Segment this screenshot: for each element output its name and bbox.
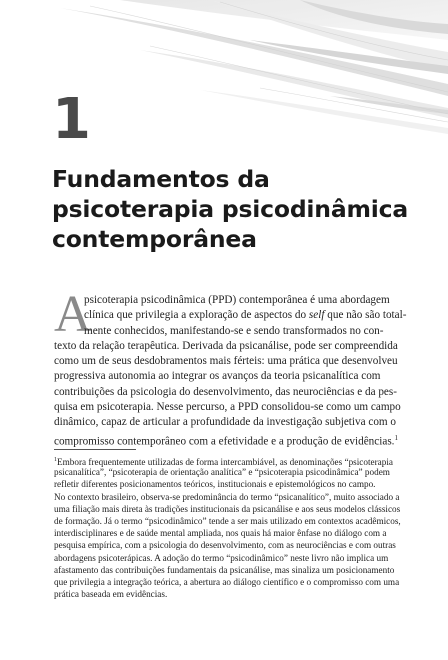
body-line: contribuições da psicologia do desenvolvimento, das neurociências e da pes- — [54, 385, 397, 398]
footnote-line: refletir diferentes posicionamentos teóricos, institucionais e epistemológicos no campo. — [54, 479, 376, 490]
footnote-divider — [54, 449, 136, 450]
italic-term: self — [308, 309, 325, 322]
chapter-title-line: Fundamentos da — [52, 165, 270, 193]
footnote — [54, 454, 401, 600]
footnote-marker: 1 — [54, 457, 57, 463]
body-line: mente conhecidos, manifestando-se e sendo transformados no con- — [84, 324, 384, 337]
chapter-title — [52, 164, 409, 254]
body-line: compromisso contemporâneo com a efetividade e a produção de evidências. — [54, 435, 395, 448]
footnote-line: prática baseada em evidências. — [54, 589, 168, 600]
footnote-line: que privilegia a integração teórica, a abertura ao diálogo científico e o compromisso com uma — [54, 576, 400, 587]
chapter-title-line: contemporânea — [52, 225, 257, 253]
chapter-number: 1 — [52, 87, 91, 152]
footnote-text: Embora frequentemente utilizadas de forma intercambiável, as denominações “psicoterapia — [57, 457, 393, 468]
footnote-line: pesquisa empírica, com a psicologia do desenvolvimento, com as neurociências e com outras — [54, 540, 396, 551]
body-line: clínica que privilegia a exploração de aspectos do self que não são total- — [84, 309, 407, 322]
footnote-line: de formação. Já o termo “psicodinâmico” tende a ser mais utilizado em contextos acadêmicos, — [54, 515, 401, 526]
chapter-title-line: psicoterapia psicodinâmica — [52, 195, 409, 223]
footnote-reference[interactable]: 1 — [394, 433, 398, 442]
footnote-line: abordagens psicoterápicas. A adoção do termo “psicodinâmico” neste livro não implica um — [54, 552, 389, 563]
footnote-line: No contexto brasileiro, observa-se predominância do termo “psicanalítico”, muito associado a — [54, 491, 400, 502]
body-line: progressiva autonomia ao integrar os avanços da teoria psicanalítica com — [54, 370, 381, 383]
body-line: quisa em psicoterapia. Nesse percurso, a PPD consolidou-se como um campo — [54, 401, 401, 414]
footnote-line: psicanalítica”, “psicoterapia de orientação analítica” e “psicoterapia psicodinâmica” podem — [54, 467, 390, 478]
body-line: texto da relação terapêutica. Derivada da psicanálise, pode ser compreendida — [54, 339, 398, 352]
body-line: como um de seus desdobramentos mais férteis: uma prática que desenvolveu — [54, 355, 398, 368]
body-line: psicoterapia psicodinâmica (PPD) contemporânea é uma abordagem — [84, 294, 390, 306]
footnote-line: afastamento das contribuições fundamentais da psicanálise, mas sinaliza um posicionamento — [54, 564, 395, 575]
body-line: dinâmico, capaz de articular a profundidade da investigação subjetiva com o — [54, 416, 397, 429]
body-line-last — [54, 431, 398, 448]
drop-cap: A — [54, 286, 92, 343]
footnote-line: uma filiação mais direta às tradições institucionais da psicanálise e aos seus modelos clássicos — [54, 503, 401, 514]
footnote-line: interdisciplinares e de saúde mental ampliada, nos quais há maior ênfase no diálogo com a — [54, 528, 387, 539]
footnote-line — [54, 454, 394, 466]
body-paragraph — [54, 293, 407, 448]
